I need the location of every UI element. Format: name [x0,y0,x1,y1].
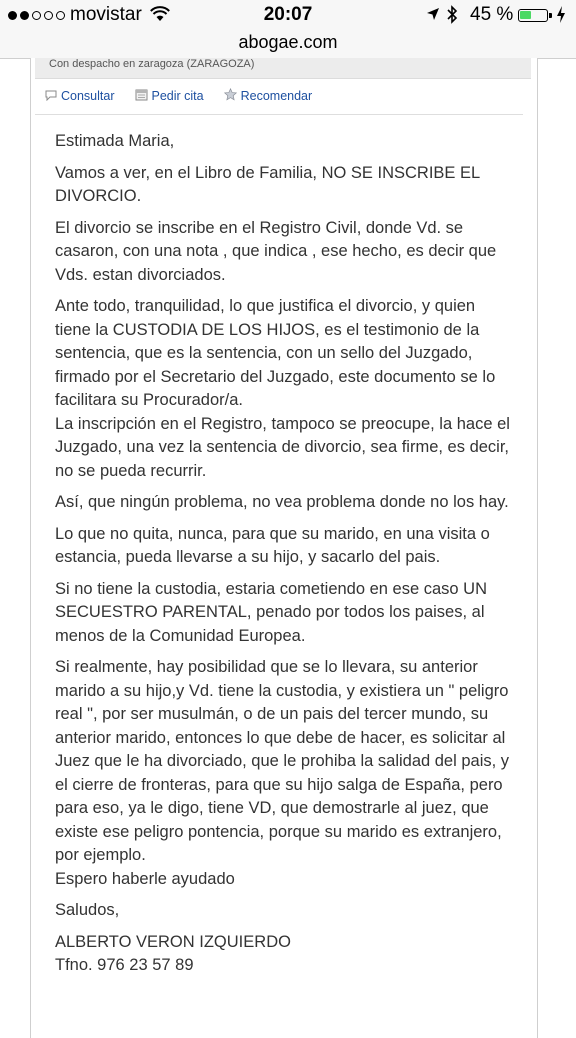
signal-strength-icon [8,11,65,20]
signature: ALBERTO VERON IZQUIERDO Tfno. 976 23 57 89 [55,932,291,974]
action-bar [45,88,312,104]
answer-text [55,130,515,986]
star-icon [224,88,237,104]
browser-chrome [0,0,576,59]
recomendar-link[interactable] [224,88,313,104]
paragraph: Así, que ningún problema, no vea problema donde no los hay. [55,493,509,511]
paragraph: Ante todo, tranquilidad, lo que justifica el divorcio, y quien tiene la CUSTODIA DE LOS HIJOS, es el testimonio de la sentencia, que es la sentencia, con un sello del Juzgado, firmado por el Secretario del Juzgado, este documento se lo facilitara su Procurador/a. La inscripción en el Registro, tampoco se preocupe, la hace el Juzgado, una vez la sentencia de divorcio, sea firme, es decir, no se pueda recurrir. [55,297,510,480]
closing: Saludos, [55,901,120,919]
battery-level [520,11,531,19]
carrier-name: movistar [70,4,142,25]
wifi-icon [150,6,170,27]
location-arrow-icon [426,7,440,26]
paragraph: Si no tiene la custodia, estaria cometiendo en ese caso UN SECUESTRO PARENTAL, penado por todos los paises, al menos de la Comunidad Europea. [55,579,487,645]
consultar-link[interactable] [45,88,115,104]
pedir-cita-link[interactable] [135,88,204,104]
consultar-label: Consultar [61,89,115,103]
recomendar-label: Recomendar [240,89,313,103]
calendar-icon [135,88,148,104]
clock: 20:07 [263,4,313,25]
speech-bubble-icon [45,89,57,104]
paragraph: Vamos a ver, en el Libro de Familia, NO SE INSCRIBE EL DIVORCIO. [55,163,480,205]
charging-bolt-icon [556,5,566,29]
battery-percent: 45 % [470,4,514,25]
pedir-cita-label: Pedir cita [151,89,204,103]
address-bar[interactable]: abogae.com [238,32,338,52]
lawyer-answer-card [30,58,538,1038]
office-location: Con despacho en zaragoza (ZARAGOZA) [49,58,255,70]
status-bar [0,0,576,30]
battery-icon [518,9,548,22]
greeting: Estimada Maria, [55,132,175,150]
paragraph: Si realmente, hay posibilidad que se lo llevara, su anterior marido a su hijo,y Vd. tiene la custodia, y existiera un " peligro real ", por ser musulmán, o de un pais del tercer mundo, su anterior marido, entonces lo que debe de hacer, es solicitar al Juez que le ha divorciado, que le prohiba la salidad del pais, y el cierre de fronteras, para que su hijo salga de España, pero para eso, ya le digo, tiene VD, que demostrarle al juez, que existe ese peligro pontencia, porque su marido es extranjero, por ejemplo. Espero haberle ayudado [55,658,510,888]
paragraph: El divorcio se inscribe en el Registro Civil, donde Vd. se casaron, con una nota , que indica , ese hecho, es decir que Vds. estan divorciados. [55,218,497,284]
divider [35,114,523,115]
paragraph: Lo que no quita, nunca, para que su marido, en una visita o estancia, pueda llevarse a su hijo, y sacarlo del pais. [55,524,490,566]
profile-header [35,58,531,79]
bluetooth-icon [446,5,458,29]
